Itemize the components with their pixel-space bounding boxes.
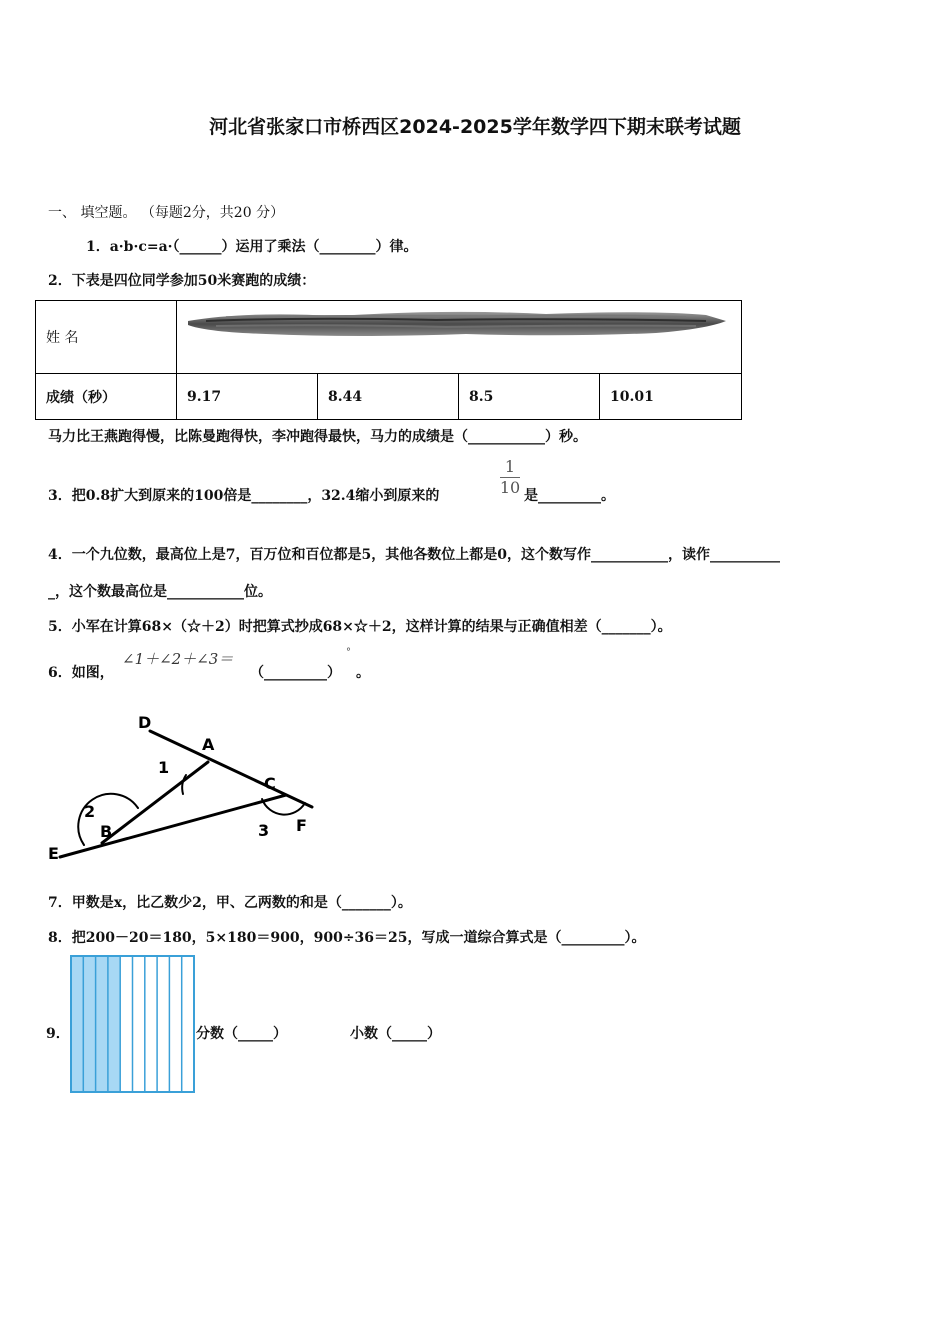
question-2-text: 马力比王燕跑得慢，比陈曼跑得快，李冲跑得最快，马力的成绩是（___________）秒。 (48, 429, 587, 445)
question-9-fraction: 分数（_____） (196, 1026, 287, 1042)
fraction-numerator: 1 (504, 457, 516, 476)
question-4-line2: _，这个数最高位是___________位。 (48, 584, 272, 600)
obscured-names-image (186, 307, 728, 339)
angle-sum-expression: ∠1＋∠2＋∠3＝ (122, 650, 234, 668)
point-label-e: E (48, 844, 59, 863)
page-title: 河北省张家口市桥西区2024-2025学年数学四下期末联考试题 (209, 116, 741, 138)
question-6-label: 6．如图， (48, 665, 114, 681)
angle-figure (40, 705, 340, 870)
question-6-end: 。 (356, 665, 370, 681)
fraction-grid (70, 955, 196, 1093)
question-9-decimal: 小数（_____） (350, 1026, 441, 1042)
question-4-line1: 4．一个九位数，最高位上是7，百万位和百位都是5，其他各数位上都是0，这个数写作___________，读作__________ (48, 547, 780, 563)
question-9-label: 9． (46, 1026, 70, 1042)
fraction-one-tenth (498, 458, 522, 497)
fraction-denominator: 10 (499, 478, 521, 497)
point-label-f: F (296, 816, 307, 835)
question-1: 1．a·b·c=a·（______）运用了乘法（________）律。 (86, 239, 418, 255)
question-5: 5．小军在计算68×（☆＋2）时把算式抄成68×☆＋2，这样计算的结果与正确值相差（_______）。 (48, 619, 672, 635)
point-label-a: A (202, 735, 215, 754)
degree-sign: ° (346, 647, 351, 658)
question-3-part2: 是_________。 (524, 488, 615, 504)
question-6-blank: （_________） (250, 665, 341, 681)
point-label-c: C (264, 774, 276, 793)
name-header: 姓 名 (36, 301, 177, 374)
score-cell: 8.44 (318, 374, 459, 420)
question-8: 8．把200－20＝180，5×180＝900，900÷36＝25，写成一道综合算式是（_________）。 (48, 930, 646, 946)
question-2-intro: 2．下表是四位同学参加50米赛跑的成绩： (48, 273, 316, 289)
question-7: 7．甲数是x，比乙数少2，甲、乙两数的和是（_______）。 (48, 895, 412, 911)
point-label-d: D (138, 713, 152, 732)
score-header: 成绩（秒） (36, 374, 177, 420)
angle-label-2: 2 (84, 802, 96, 821)
point-label-b: B (100, 822, 113, 841)
score-cell: 10.01 (600, 374, 742, 420)
score-cell: 8.5 (459, 374, 600, 420)
score-cell: 9.17 (177, 374, 318, 420)
angle-label-1: 1 (158, 758, 170, 777)
angle-label-3: 3 (258, 821, 270, 840)
section-heading: 一、 填空题。 （每题2分，共20 分） (48, 205, 285, 221)
question-3-part1: 3．把0.8扩大到原来的100倍是________，32.4缩小到原来的 (48, 488, 440, 504)
